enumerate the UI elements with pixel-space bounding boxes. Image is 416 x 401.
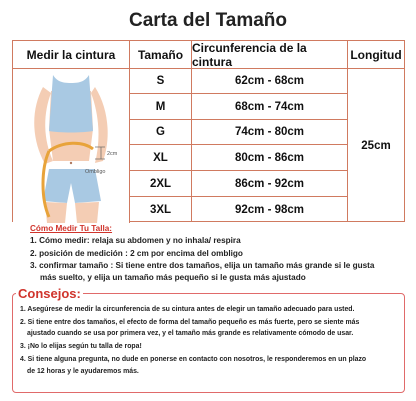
circ-cell: 80cm - 86cm bbox=[192, 145, 348, 171]
size-chart-table bbox=[12, 40, 405, 222]
circ-cell: 68cm - 74cm bbox=[192, 94, 348, 120]
tips-title: Consejos: bbox=[18, 286, 81, 301]
page-title: Carta del Tamaño bbox=[128, 10, 288, 31]
length-cell: 25cm bbox=[361, 139, 391, 152]
size-cell: G bbox=[130, 120, 192, 145]
tip-item: 3. ¡No lo elijas según tu talla de ropa! bbox=[20, 343, 142, 350]
how-to-step: más suelto, y elija un tamaño más pequeño si le gusta más ajustado bbox=[40, 273, 306, 283]
tip-item: ajustado cuando se usa por primera vez, y el tamaño más grande es relativamente cómodo de usar. bbox=[27, 330, 354, 337]
tip-item: 2. Si tiene entre dos tamaños, el efecto de forma del tamaño pequeño es más fuerte, pero se siente más bbox=[20, 319, 360, 326]
tip-item: 1. Asegúrese de medir la circunferencia de su cintura antes de elegir un tamaño adecuado para usted. bbox=[20, 306, 355, 313]
circ-cell: 62cm - 68cm bbox=[192, 69, 348, 94]
waist-measure-illustration bbox=[13, 69, 130, 223]
woman-figure-icon bbox=[13, 69, 130, 223]
size-cell: S bbox=[130, 69, 192, 94]
header-length: Longitud bbox=[348, 41, 404, 69]
size-cell: M bbox=[130, 94, 192, 120]
how-to-step: 1. Cómo medir: relaja su abdomen y no inhala/ respira bbox=[30, 236, 241, 246]
figure-label-navel: Ombligo bbox=[85, 169, 106, 175]
header-size: Tamaño bbox=[130, 41, 192, 69]
circ-cell: 92cm - 98cm bbox=[192, 197, 348, 222]
how-to-step: 3. confirmar tamaño : Si tiene entre dos tamaños, elija un tamaño más grande si le gusta bbox=[30, 260, 375, 270]
how-to-step: 2. posición de medición : 2 cm por encima del ombligo bbox=[30, 248, 243, 258]
how-to-measure bbox=[30, 223, 400, 284]
size-cell: 2XL bbox=[130, 171, 192, 197]
tip-item: de 12 horas y le ayudaremos más. bbox=[27, 368, 139, 375]
tip-item: 4. Si tiene alguna pregunta, no dude en ponerse en contacto con nosotros, le responderemos en un plazo bbox=[20, 356, 367, 363]
how-to-title: Cómo Medir Tu Talla: bbox=[30, 224, 113, 233]
header-measure: Medir la cintura bbox=[13, 41, 130, 69]
size-cell: XL bbox=[130, 145, 192, 171]
circ-cell: 74cm - 80cm bbox=[192, 120, 348, 145]
figure-label-2cm: 2cm bbox=[107, 151, 118, 157]
header-circumference: Circunferencia de la cintura bbox=[192, 41, 348, 69]
size-cell: 3XL bbox=[130, 197, 192, 222]
circ-cell: 86cm - 92cm bbox=[192, 171, 348, 197]
